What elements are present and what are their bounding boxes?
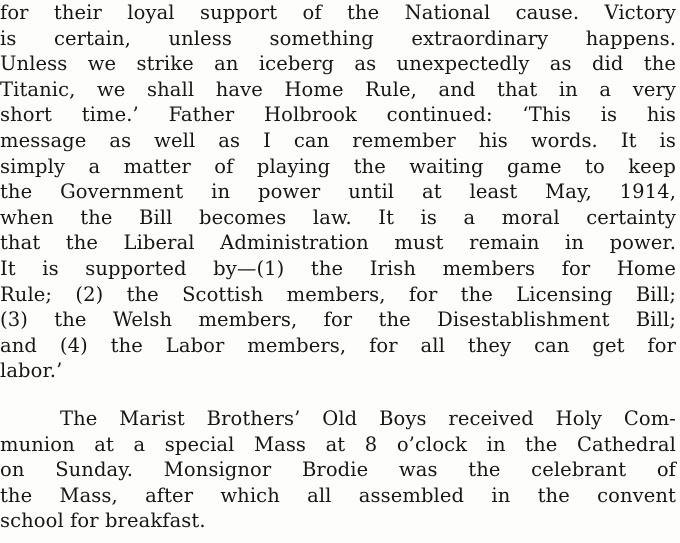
paragraph-marist-brothers	[0, 406, 680, 534]
text-line: the Mass, after which all assembled in the convent	[0, 483, 676, 507]
text-line: It is supported by—(1) the Irish members for Home	[0, 256, 676, 280]
text-line: (3) the Welsh members, for the Disestablishment Bill;	[0, 308, 676, 332]
text-line: that the Liberal Administration must remain in power.	[0, 231, 676, 255]
text-line: message as well as I can remember his words. It is	[0, 128, 676, 152]
text-line: for their loyal support of the National cause. Victory	[0, 1, 676, 24]
text-line: Titanic, we shall have Home Rule, and that in a very	[0, 77, 676, 101]
text-line: Rule; (2) the Scottish members, for the Licensing Bill;	[0, 282, 676, 306]
text-line: Unless we strike an iceberg as unexpectedly as did the	[0, 52, 676, 76]
text-line: labor.’	[0, 359, 63, 383]
text-line: is certain, unless something extraordinary happens.	[0, 26, 676, 50]
text-line: when the Bill becomes law. It is a moral certainty	[0, 205, 676, 229]
text-line: school for breakfast.	[0, 509, 206, 533]
text-line: and (4) the Labor members, for all they can get for	[0, 333, 676, 357]
text-line: simply a matter of playing the waiting game to keep	[0, 154, 676, 178]
text-line: the Government in power until at least May, 1914,	[0, 180, 676, 204]
text-line: munion at a special Mass at 8 o’clock in the Cathedral	[0, 432, 676, 456]
text-line: on Sunday. Monsignor Brodie was the celebrant of	[0, 458, 676, 482]
text-line: The Marist Brothers’ Old Boys received Holy Com-	[60, 407, 676, 430]
text-line: short time.’ Father Holbrook continued: ‘This is his	[0, 103, 676, 127]
